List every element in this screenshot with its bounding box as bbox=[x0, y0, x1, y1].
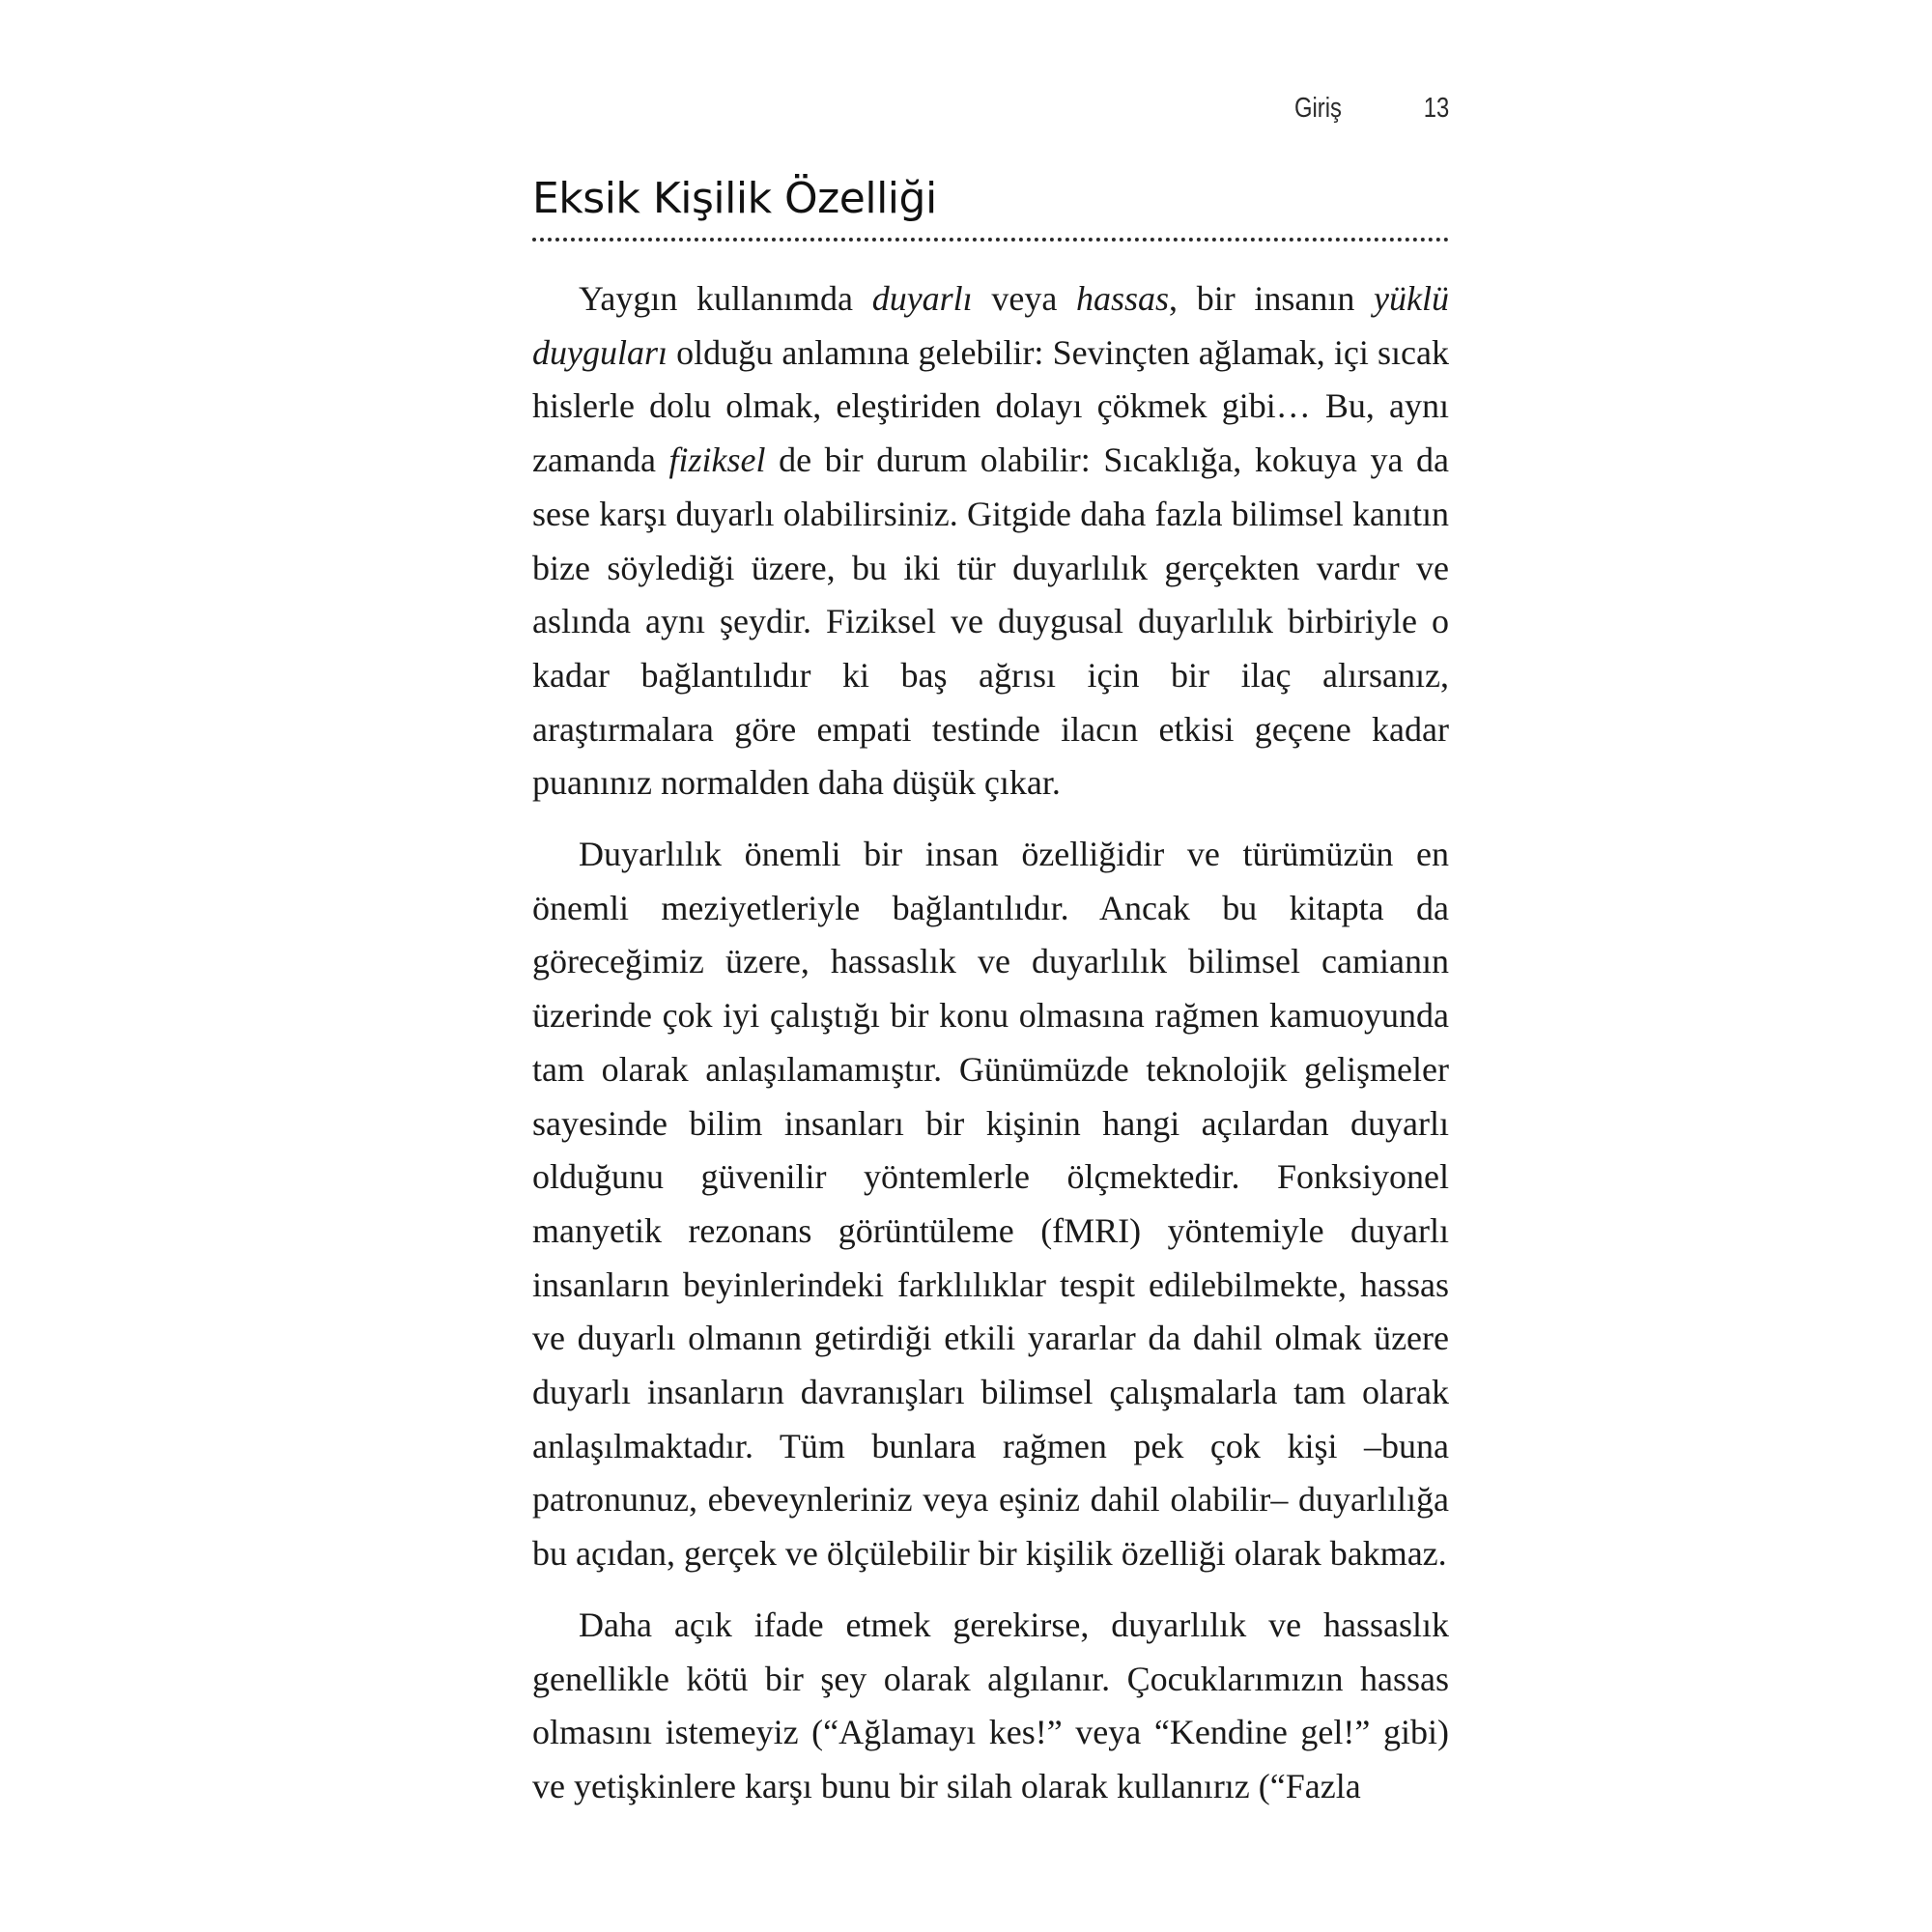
paragraph-1 bbox=[532, 272, 1449, 810]
italic-term-fiziksel: fiziksel bbox=[668, 440, 766, 480]
body-text bbox=[532, 272, 1449, 1832]
paragraph-3: Daha açık ifade etmek gerekirse, duyarlılık ve hassaslık genellikle kötü bir şey olarak algılanır. Çocuklarımızın hassas olmasını istemeyiz (“Ağlamayı kes!” veya “Kendine gel!” gibi) ve yetişkinlere karşı bunu bir silah olarak kullanırız (“Fazla bbox=[532, 1605, 1449, 1805]
heading-divider bbox=[532, 238, 1449, 242]
paragraph-2: Duyarlılık önemli bir insan özelliğidir ve türümüzün en önemli meziyetleriyle bağlantılıdır. Ancak bu kitapta da göreceğimiz üzere, hassaslık ve duyarlılık bilimsel camianın üzerinde çok iyi çalıştığı bir konu olmasına rağmen kamuoyunda tam olarak anlaşılamamıştır. Günümüzde teknolojik gelişmeler sayesinde bilim insanları bir kişinin hangi açılardan duyarlı olduğunu güvenilir yöntemlerle ölçmektedir. Fonksiyonel manyetik rezonans görüntüleme (fMRI) yöntemiyle duyarlı insanların beyinlerindeki farklılıklar tespit edilebilmekte, hassas ve duyarlı olmanın getirdiği etkili yararlar da dahil olmak üzere duyarlı insanların davranışları bilimsel çalışmalarla tam olarak anlaşılmaktadır. Tüm bunlara rağmen pek çok kişi –buna patronunuz, ebeveynleriniz veya eşiniz dahil olabilir– duyarlılığa bu açıdan, gerçek ve ölçülebilir bir kişilik özelliği olarak bakmaz. bbox=[532, 835, 1449, 1574]
running-header bbox=[1256, 93, 1449, 131]
running-header-section: Giriş bbox=[1294, 93, 1342, 124]
paragraph-1-text: de bir durum olabilir: Sıcaklığa, kokuya ya da sese karşı duyarlı olabilirsiniz. Gitgide daha fazla bilimsel kanıtın bize söylediği üzere, bu iki tür duyarlılık gerçekten vardır ve aslında aynı şeydir. Fiziksel ve duygusal duyarlılık birbiriyle o kadar bağlantılıdır ki baş ağrısı için bir ilaç alırsanız, araştırmalara göre empati testinde ilacın etkisi geçene kadar puanınız normalden daha düşük çıkar. bbox=[532, 440, 1449, 803]
paragraph-1-text: veya bbox=[972, 279, 1076, 318]
paragraph-1-text: , bir insanın bbox=[1169, 279, 1375, 318]
paragraph-1-text: Yaygın kullanımda bbox=[579, 279, 872, 318]
page-number: 13 bbox=[1423, 93, 1449, 124]
italic-term-duyarli: duyarlı bbox=[871, 279, 973, 318]
italic-term-hassas: hassas bbox=[1076, 279, 1170, 318]
section-heading: Eksik Kişilik Özelliği bbox=[532, 174, 937, 223]
paragraph-1-text: olduğu anlamına gelebilir: Sevinçten ağlamak, içi sıcak hislerle dolu olmak, eleştiriden dolayı çökmek gibi… Bu, aynı zamanda bbox=[532, 332, 1449, 480]
italic-term-yuklu-duygulari: yüklü duyguları bbox=[532, 279, 1449, 372]
